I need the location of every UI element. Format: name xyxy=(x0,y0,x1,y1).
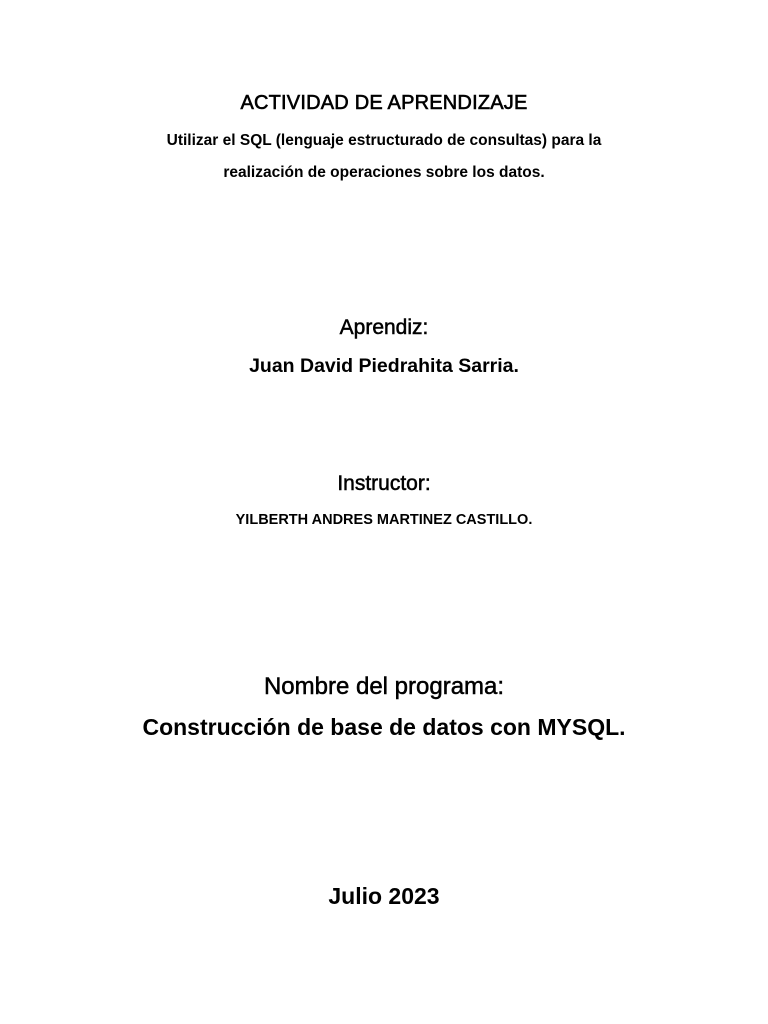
document-date: Julio 2023 xyxy=(328,883,440,909)
subtitle-suffix: (lenguaje estructurado de consultas) para la xyxy=(271,132,602,149)
document-title: ACTIVIDAD DE APRENDIZAJE xyxy=(240,92,528,114)
instructor-label: Instructor: xyxy=(337,472,431,495)
instructor-name: YILBERTH ANDRES MARTINEZ CASTILLO. xyxy=(235,512,533,528)
program-label: Nombre del programa: xyxy=(263,673,505,700)
subtitle-prefix: Utilizar el xyxy=(166,132,240,149)
subtitle-line-1 xyxy=(0,132,768,150)
program-name: Construcción de base de datos con MYSQL. xyxy=(142,714,626,740)
subtitle-sql-emphasis: SQL xyxy=(239,132,272,149)
subtitle-line-2: realización de operaciones sobre los datos. xyxy=(223,164,545,181)
apprentice-label: Aprendiz: xyxy=(339,316,429,339)
apprentice-name: Juan David Piedrahita Sarria. xyxy=(249,355,519,377)
